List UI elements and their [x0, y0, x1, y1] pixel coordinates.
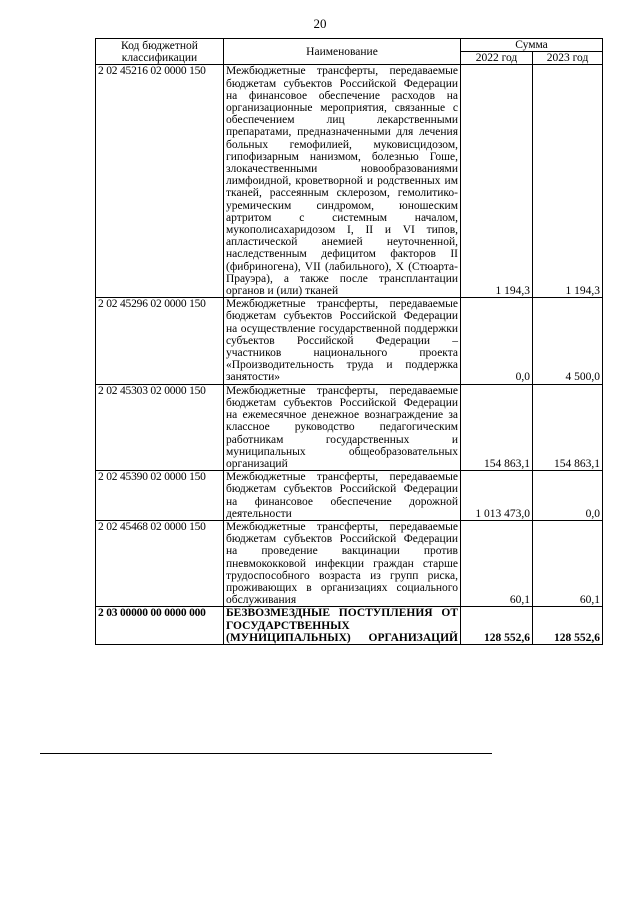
table-row	[96, 298, 603, 384]
row-name: Межбюджетные трансферты, передаваемые бюджетам субъектов Российской Федерации на ежемесячное денежное вознаграждение за классное руководство педагогическим работникам государственных и муниципальных общеобразовательных организаций	[224, 384, 461, 470]
row-code: 2 02 45216 02 0000 150	[96, 65, 224, 298]
footer-rule	[40, 753, 492, 754]
row-value-2022: 60,1	[461, 520, 533, 606]
row-name: Межбюджетные трансферты, передаваемые бюджетам субъектов Российской Федерации на финансовое обеспечение расходов на организационные мероприятия, связанные с обеспечением лиц лекарственными препаратами, предназначенными для лечения больных гемофилией, муковисцидозом, гипофизарным нанизмом, болезнью Гоше, злокачественными новообразованиями лимфоидной, кроветворной и родственных им тканей, рассеянным склерозом, гемолитико-уремическим синдромом, юношеским артритом с системным началом, мукополисахаридозом I, II и VI типов, апластической анемией неуточненной, наследственным дефицитом факторов II (фибриногена), VII (лабильного), X (Стюарта-Прауэра), а также после трансплантации органов и (или) тканей	[224, 65, 461, 298]
row-code: 2 02 45468 02 0000 150	[96, 520, 224, 606]
row-value-2022: 154 863,1	[461, 384, 533, 470]
header-code: Код бюджетной классификации	[96, 39, 224, 65]
header-sum: Сумма	[461, 39, 603, 52]
page-number: 20	[313, 16, 327, 31]
row-value-2022: 1 194,3	[461, 65, 533, 298]
table-row	[96, 607, 603, 645]
row-value-2022: 128 552,6	[461, 607, 533, 645]
row-name: Межбюджетные трансферты, передаваемые бюджетам субъектов Российской Федерации на финансовое обеспечение дорожной деятельности	[224, 471, 461, 521]
table-body	[96, 65, 603, 645]
header-year-2023: 2023 год	[533, 52, 603, 65]
budget-table	[95, 38, 603, 645]
row-name: БЕЗВОЗМЕЗДНЫЕ ПОСТУПЛЕНИЯ ОТ ГОСУДАРСТВЕННЫХ (МУНИЦИПАЛЬНЫХ) ОРГАНИЗАЦИЙ	[224, 607, 461, 645]
row-value-2022: 0,0	[461, 298, 533, 384]
table-header	[96, 39, 603, 65]
row-value-2022: 1 013 473,0	[461, 471, 533, 521]
row-code: 2 02 45296 02 0000 150	[96, 298, 224, 384]
row-value-2023: 128 552,6	[533, 607, 603, 645]
row-value-2023: 1 194,3	[533, 65, 603, 298]
header-name: Наименование	[224, 39, 461, 65]
row-value-2023: 0,0	[533, 471, 603, 521]
row-name: Межбюджетные трансферты, передаваемые бюджетам субъектов Российской Федерации на проведение вакцинации против пневмококковой инфекции граждан старше трудоспособного возраста из групп риска, проживающих в организациях социального обслуживания	[224, 520, 461, 606]
table-row	[96, 384, 603, 470]
header-year-2022: 2022 год	[461, 52, 533, 65]
row-code: 2 02 45390 02 0000 150	[96, 471, 224, 521]
table-row	[96, 65, 603, 298]
table-row	[96, 520, 603, 606]
row-value-2023: 60,1	[533, 520, 603, 606]
row-name: Межбюджетные трансферты, передаваемые бюджетам субъектов Российской Федерации на осуществление государственной поддержки субъектов Российской Федерации – участников национального проекта «Производительность труда и поддержка занятости»	[224, 298, 461, 384]
row-code: 2 02 45303 02 0000 150	[96, 384, 224, 470]
row-value-2023: 154 863,1	[533, 384, 603, 470]
row-value-2023: 4 500,0	[533, 298, 603, 384]
table-row	[96, 471, 603, 521]
row-code: 2 03 00000 00 0000 000	[96, 607, 224, 645]
